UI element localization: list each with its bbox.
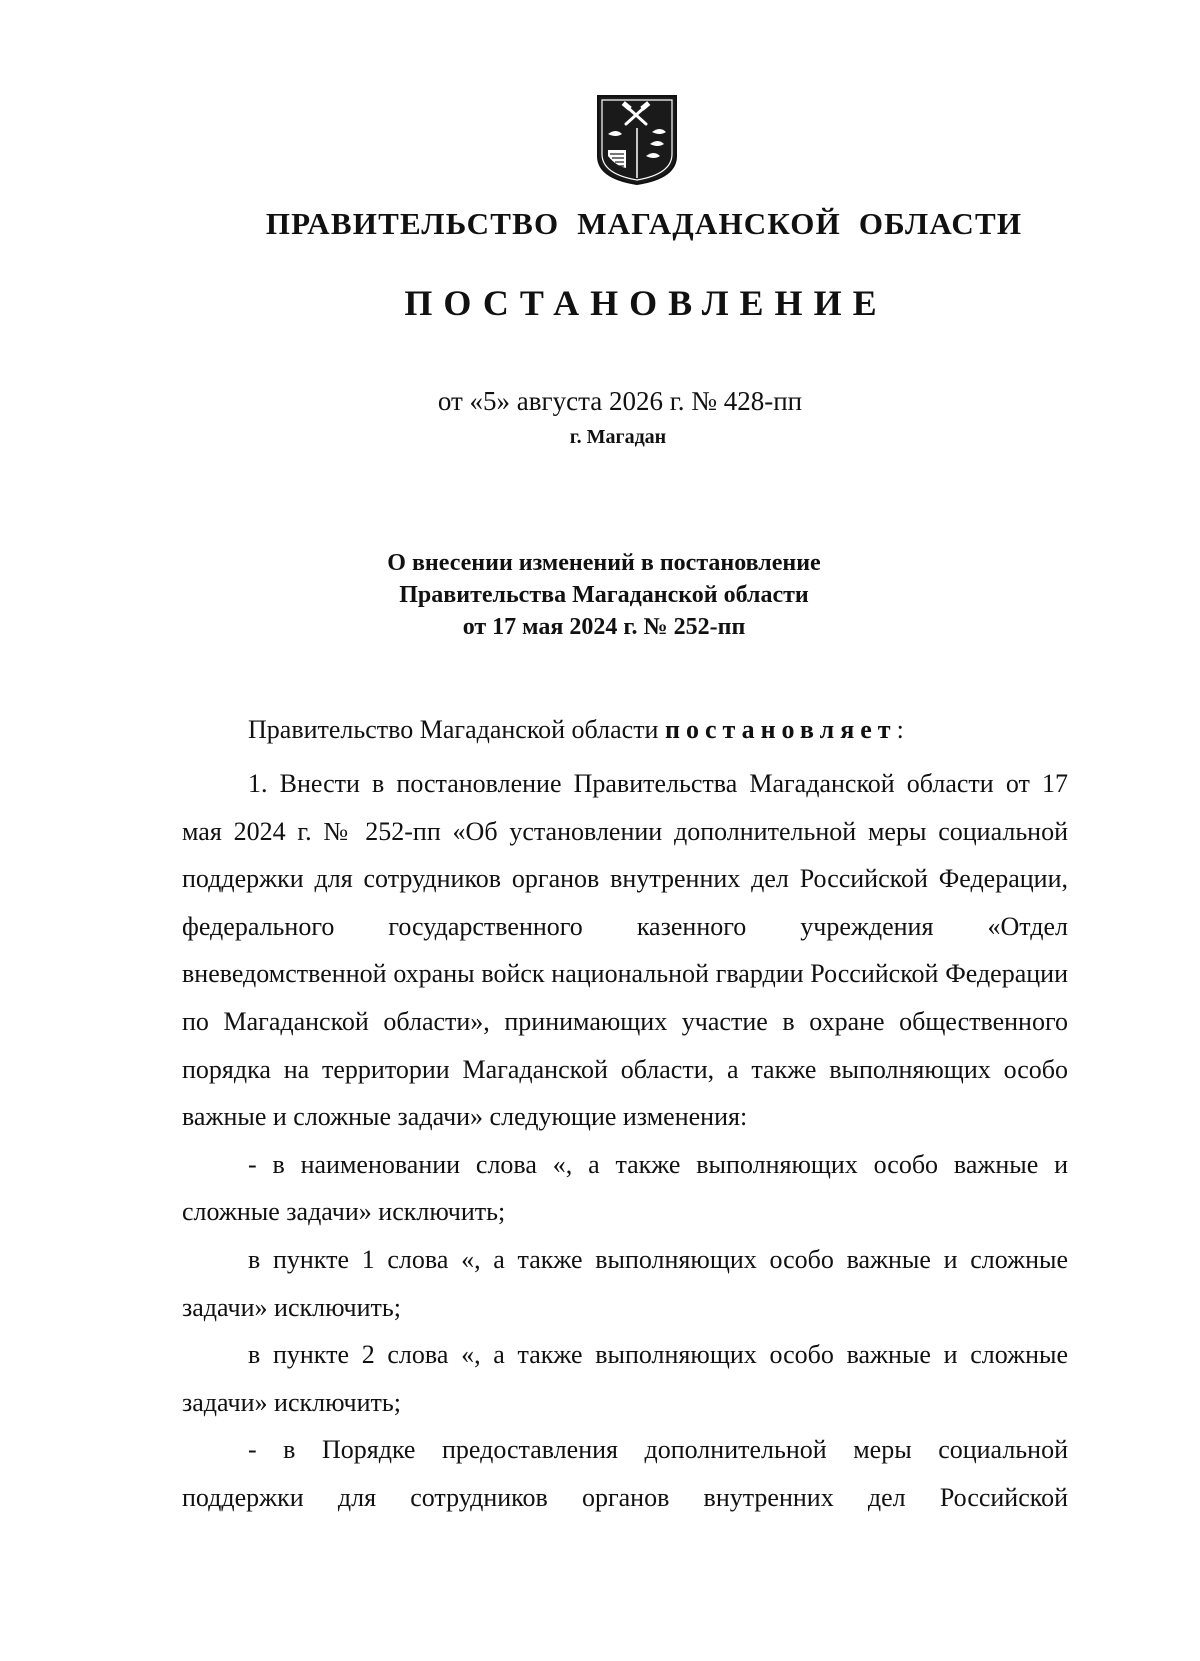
- subject-line-1: О внесении изменений в постановление: [387, 550, 821, 576]
- subject-line-2: Правительства Магаданской области: [399, 582, 809, 608]
- preamble-colon: :: [896, 715, 904, 744]
- document-body: [182, 760, 1068, 1522]
- paragraph-2: - в наименовании слова «, а также выполняющих особо важные и сложные задачи» исключить;: [182, 1149, 1068, 1227]
- subject-line-3: от 17 мая 2024 г. № 252-пп: [462, 614, 746, 640]
- paragraph-3: в пункте 1 слова «, а также выполняющих особо важные и сложные задачи» исключить;: [182, 1244, 1068, 1322]
- document-city: г. Магадан: [569, 426, 667, 448]
- document-subject: [84, 547, 1124, 643]
- document-date-number: от «5» августа 2026 г. № 428-пп: [437, 386, 803, 416]
- paragraph-5: - в Порядке предоставления дополнительной меры социальной поддержки для сотрудников органов внутренних дел Российской: [182, 1435, 1068, 1512]
- preamble-text: Правительство Магаданской области: [248, 715, 665, 744]
- preamble-resolves: постановляет: [664, 715, 897, 744]
- paragraph-4: в пункте 2 слова «, а также выполняющих особо важные и сложные задачи» исключить;: [182, 1340, 1068, 1417]
- document-type: ПОСТАНОВЛЕНИЕ: [404, 283, 888, 323]
- preamble: [248, 715, 904, 745]
- government-title: ПРАВИТЕЛЬСТВО МАГАДАНСКОЙ ОБЛАСТИ: [265, 206, 1023, 241]
- paragraph-1: 1. Внести в постановление Правительства Магаданской области от 17 мая 2024 г. № 252-пп «Об установлении дополнительной меры социальной поддержки для сотрудников органов внутренних дел Российской Федерации, федерального государственного казенного учреждения «Отдел вневедомственной охраны войск национальной гвардии Российской Федерации по Магаданской области», принимающих участие в охране общественного порядка на территории Магаданской области, а также выполняющих особо важные и сложные задачи» следующие изменения:: [182, 769, 1068, 1132]
- coat-of-arms-icon: [596, 94, 678, 186]
